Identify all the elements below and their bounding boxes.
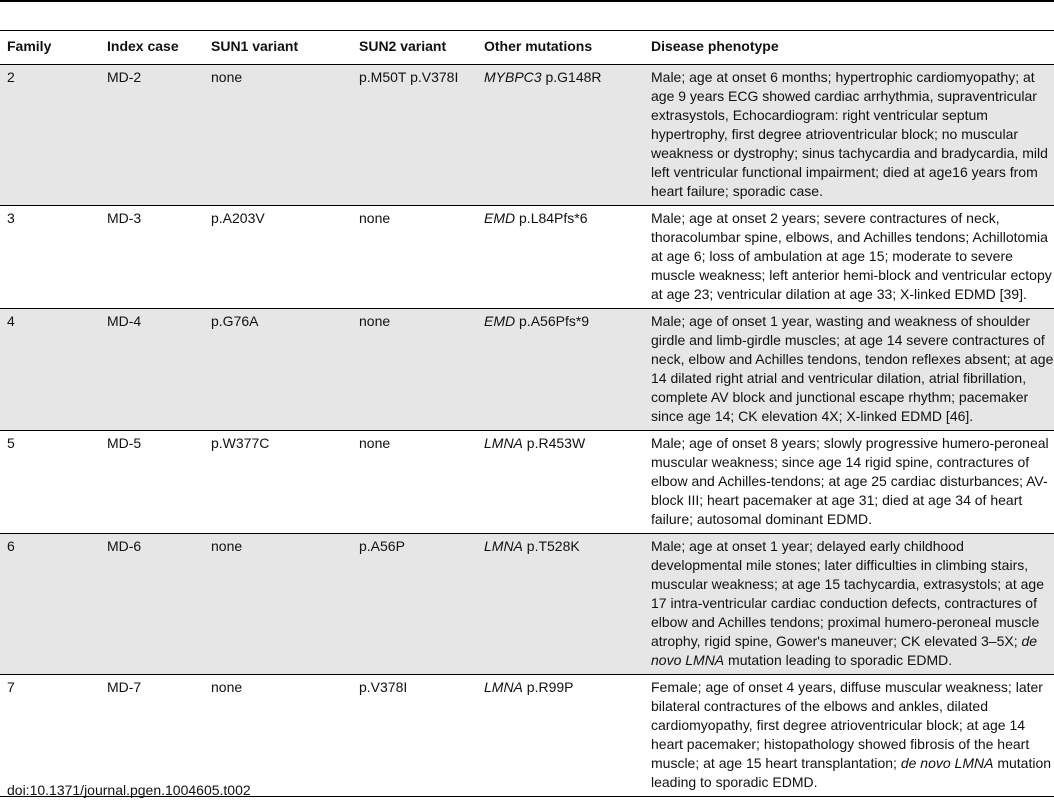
- cell-index-case: MD-2: [107, 65, 211, 206]
- mutation-table: [0, 30, 1054, 797]
- cell-disease-phenotype: [651, 206, 1054, 309]
- cell-index-case: MD-3: [107, 206, 211, 309]
- phenotype-text: de novo LMNA: [651, 633, 1038, 668]
- cell-sun2-variant: p.V378I: [359, 675, 484, 797]
- cell-other-mutations: [484, 206, 651, 309]
- gene-variant: p.R99P: [522, 679, 574, 695]
- cell-sun2-variant: none: [359, 431, 484, 534]
- gene-name: LMNA: [484, 679, 523, 695]
- cell-index-case: MD-4: [107, 309, 211, 431]
- cell-sun1-variant: p.G76A: [211, 309, 359, 431]
- cell-family: 6: [0, 534, 107, 675]
- phenotype-text: Male; age at onset 2 years; severe contractures of neck, thoracolumbar spine, elbows, and Achilles tendons; Achillotomia at age 6; loss of ambulation at age 15; moderate to severe muscle weakness; left anterior hemi-block and ventricular ectopy at age 23; ventricular dilation at age 33; X-linked EDMD [39].: [651, 210, 1052, 302]
- table-row: [0, 206, 1054, 309]
- cell-disease-phenotype: [651, 431, 1054, 534]
- phenotype-text: Female; age of onset 4 years, diffuse muscular weakness; later bilateral contractures of the elbows and ankles, dilated cardiomyopathy, first degree atrioventricular block; at age 14 heart pacemaker; histopathology showed fibrosis of the heart muscle; at age 15 heart transplantation;: [651, 679, 1043, 771]
- phenotype-text: mutation leading to sporadic EDMD.: [651, 755, 1052, 790]
- table-row: [0, 431, 1054, 534]
- top-rule: [0, 0, 1054, 2]
- cell-disease-phenotype: [651, 534, 1054, 675]
- header-disease-phenotype: Disease phenotype: [651, 31, 1054, 65]
- gene-variant: p.G148R: [541, 69, 602, 85]
- phenotype-text: Male; age at onset 6 months; hypertrophic cardiomyopathy; at age 9 years ECG showed cardiac arrhythmia, supraventricular extrasystols, Echocardiogram: right ventricular septum hypertrophy, first degree atrioventricular block; no muscular weakness or dystrophy; sinus tachycardia and bradycardia, mild left ventricular functional impairment; died at age16 years from heart failure; sporadic case.: [651, 69, 1048, 199]
- header-index-case: Index case: [107, 31, 211, 65]
- table-row: [0, 65, 1054, 206]
- header-sun1-variant: SUN1 variant: [211, 31, 359, 65]
- table-row: [0, 309, 1054, 431]
- cell-sun1-variant: p.W377C: [211, 431, 359, 534]
- gene-variant: p.A56Pfs*9: [515, 313, 590, 329]
- phenotype-text: de novo LMNA: [900, 755, 994, 771]
- cell-sun1-variant: none: [211, 675, 359, 797]
- cell-disease-phenotype: [651, 309, 1054, 431]
- table-row: [0, 534, 1054, 675]
- gene-name: EMD: [484, 210, 516, 226]
- phenotype-text: Male; age of onset 8 years; slowly progressive humero-peroneal muscular weakness; since age 14 rigid spine, contractures of elbow and Achilles-tendons; at age 25 cardiac disturbances; AV-block III; heart pacemaker at age 31; died at age 34 of heart failure; autosomal dominant EDMD.: [651, 435, 1049, 527]
- gene-variant: p.L84Pfs*6: [515, 210, 588, 226]
- cell-sun1-variant: none: [211, 65, 359, 206]
- phenotype-text: Male; age of onset 1 year, wasting and weakness of shoulder girdle and limb-girdle muscles; at age 14 severe contractures of neck, elbow and Achilles tendons, tendon reflexes absent; at age 14 dilated right atrial and ventricular dilation, atrial fibrillation, complete AV block and junctional escape rhythm; pacemaker since age 14; CK elevation 4X; X-linked EDMD [46].: [651, 313, 1054, 424]
- cell-sun1-variant: none: [211, 534, 359, 675]
- header-sun2-variant: SUN2 variant: [359, 31, 484, 65]
- phenotype-text: Male; age at onset 1 year; delayed early childhood developmental mile stones; later difficulties in climbing stairs, muscular weakness; at age 15 tachycardia, extrasystols; at age 17 intra-ventricular cardiac conduction defects, contractures of elbow and Achilles tendons; proximal humero-peroneal muscle atrophy, rigid spine, Gower's maneuver; CK elevated 3–5X;: [651, 538, 1044, 649]
- cell-family: 5: [0, 431, 107, 534]
- gene-name: EMD: [484, 313, 516, 329]
- header-family: Family: [0, 31, 107, 65]
- cell-other-mutations: [484, 431, 651, 534]
- gene-variant: p.R453W: [522, 435, 586, 451]
- cell-disease-phenotype: [651, 65, 1054, 206]
- cell-sun2-variant: p.A56P: [359, 534, 484, 675]
- cell-other-mutations: [484, 65, 651, 206]
- cell-other-mutations: [484, 675, 651, 797]
- header-other-mutations: Other mutations: [484, 31, 651, 65]
- cell-other-mutations: [484, 534, 651, 675]
- cell-disease-phenotype: [651, 675, 1054, 797]
- doi-caption: doi:10.1371/journal.pgen.1004605.t002: [7, 782, 251, 798]
- cell-family: 2: [0, 65, 107, 206]
- cell-family: 3: [0, 206, 107, 309]
- cell-index-case: MD-5: [107, 431, 211, 534]
- table-row: [0, 675, 1054, 797]
- cell-index-case: MD-6: [107, 534, 211, 675]
- cell-index-case: MD-7: [107, 675, 211, 797]
- cell-sun2-variant: p.M50T p.V378I: [359, 65, 484, 206]
- gene-variant: p.T528K: [522, 538, 580, 554]
- cell-family: 7: [0, 675, 107, 797]
- gene-name: MYBPC3: [484, 69, 542, 85]
- cell-sun1-variant: p.A203V: [211, 206, 359, 309]
- cell-family: 4: [0, 309, 107, 431]
- phenotype-text: mutation leading to sporadic EDMD.: [724, 652, 953, 668]
- cell-other-mutations: [484, 309, 651, 431]
- gene-name: LMNA: [484, 435, 523, 451]
- cell-sun2-variant: none: [359, 206, 484, 309]
- cell-sun2-variant: none: [359, 309, 484, 431]
- gene-name: LMNA: [484, 538, 523, 554]
- table-header-row: [0, 31, 1054, 65]
